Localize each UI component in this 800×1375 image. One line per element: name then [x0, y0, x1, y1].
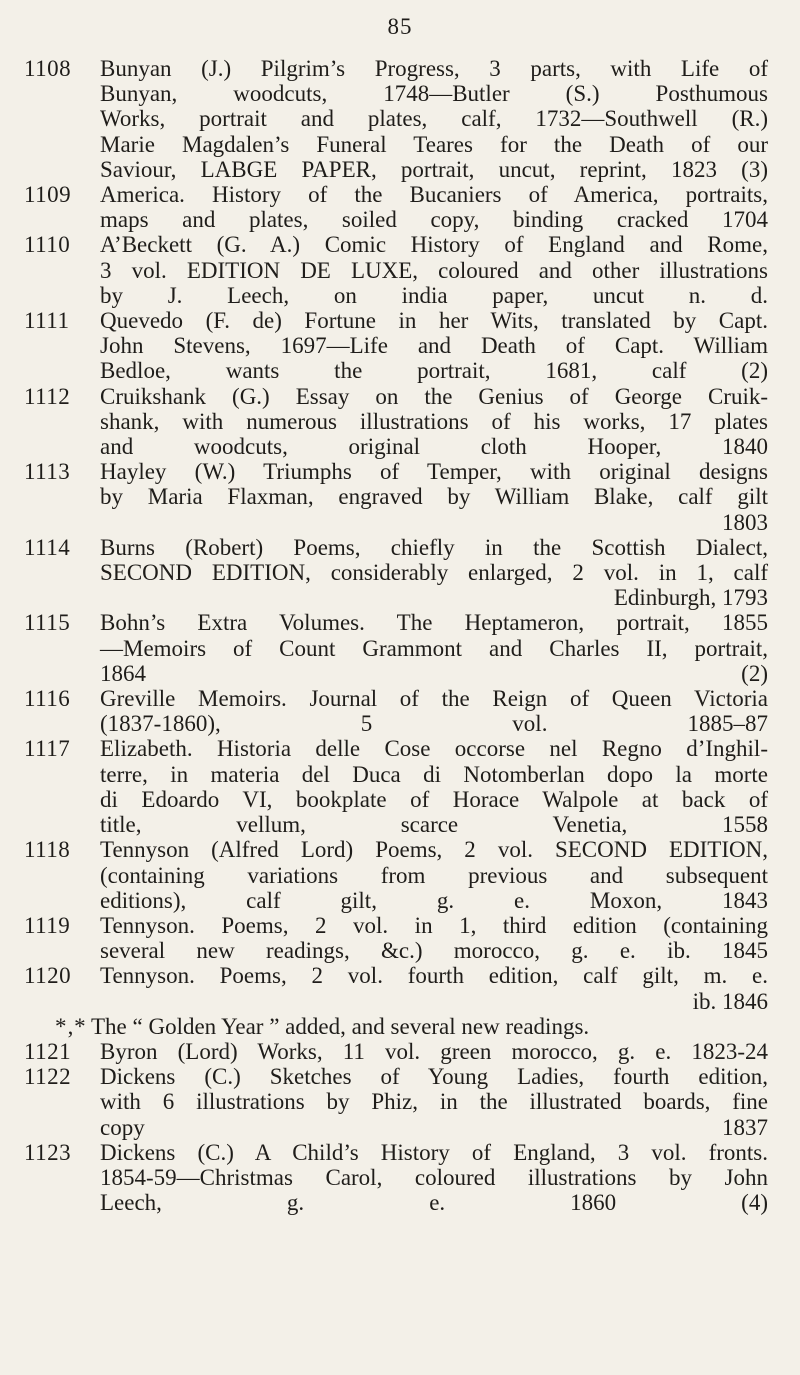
entry-line: Saviour, LABGE PAPER, portrait, uncut, reprint, 1823 (3): [100, 156, 768, 182]
lot-number: 1118: [24, 837, 71, 863]
entry-line: 1864 (2): [100, 660, 768, 686]
catalogue-entry: [0, 182, 800, 232]
lot-number: 1119: [24, 912, 71, 938]
entry-line: title, vellum, scarce Venetia, 1558: [100, 812, 768, 838]
catalogue-entry: [0, 913, 800, 963]
catalogue-entry: [0, 1039, 800, 1064]
entry-line: Bohn’s Extra Volumes. The Heptameron, portrait, 1855: [100, 610, 768, 636]
entry-line: (1837-1860), 5 vol. 1885–87: [100, 711, 768, 737]
catalogue-entry: [0, 1064, 800, 1140]
lot-number: 1121: [24, 1038, 72, 1064]
catalogue-entry: [0, 459, 800, 535]
catalogue-entry: [0, 610, 800, 686]
entry-line: with 6 illustrations by Phiz, in the illustrated boards, fine: [100, 1089, 768, 1115]
lot-number: 1123: [24, 1139, 72, 1165]
entry-line: Dickens (C.) Sketches of Young Ladies, fourth edition,: [100, 1064, 768, 1090]
catalogue-entry: [0, 837, 800, 913]
lot-number: 1111: [24, 308, 70, 334]
lot-number: 1109: [24, 182, 72, 208]
entry-line: Burns (Robert) Poems, chiefly in the Scottish Dialect,: [100, 534, 768, 560]
entry-line: di Edoardo VI, bookplate of Horace Walpole at back of: [100, 786, 768, 812]
catalogue-entry: [0, 535, 800, 611]
entry-line: shank, with numerous illustrations of his works, 17 plates: [100, 408, 768, 434]
editorial-note: *‚* The “ Golden Year ” added, and several new readings.: [55, 1013, 590, 1039]
entry-line: copy 1837: [100, 1114, 768, 1140]
catalogue-entry: [0, 232, 800, 308]
entry-line: Tennyson. Poems, 2 vol. fourth edition, calf gilt, m. e.: [100, 963, 768, 989]
entry-line: 1803: [722, 509, 768, 535]
catalogue-entry: [0, 384, 800, 460]
lot-number: 1112: [24, 383, 71, 409]
entry-line: by Maria Flaxman, engraved by William Blake, calf gilt: [100, 484, 768, 510]
entry-line: by J. Leech, on india paper, uncut n. d.: [100, 282, 768, 308]
entry-line: Bedloe, wants the portrait, 1681, calf (2): [100, 358, 768, 384]
lot-number: 1114: [24, 534, 71, 560]
catalogue-entry: [0, 686, 800, 736]
entry-list: [0, 56, 800, 1215]
entry-line: Quevedo (F. de) Fortune in her Wits, translated by Capt.: [100, 308, 768, 334]
entry-line: (containing variations from previous and subsequent: [100, 862, 768, 888]
catalogue-entry: [0, 56, 800, 182]
entry-line: SECOND EDITION, considerably enlarged, 2 vol. in 1, calf: [100, 560, 768, 586]
entry-line: John Stevens, 1697—Life and Death of Capt. William: [100, 333, 768, 359]
entry-line: 3 vol. EDITION DE LUXE, coloured and other illustrations: [100, 257, 768, 283]
entry-line: Works, portrait and plates, calf, 1732—Southwell (R.): [100, 106, 768, 132]
catalogue-entry: [0, 1140, 800, 1216]
entry-line: Bunyan, woodcuts, 1748—Butler (S.) Posthumous: [100, 81, 768, 107]
entry-line: Greville Memoirs. Journal of the Reign of Queen Victoria: [100, 686, 768, 712]
entry-line: ib. 1846: [692, 988, 768, 1014]
entry-line: Hayley (W.) Triumphs of Temper, with original designs: [100, 459, 768, 485]
lot-number: 1108: [24, 56, 72, 81]
lot-number: 1115: [24, 610, 71, 636]
entry-line: Bunyan (J.) Pilgrim’s Progress, 3 parts, with Life of: [100, 56, 768, 81]
entry-line: Leech, g. e. 1860 (4): [100, 1190, 768, 1216]
catalogue-entry: [0, 963, 800, 1013]
entry-line: and woodcuts, original cloth Hooper, 1840: [100, 434, 768, 460]
lot-number: 1117: [24, 736, 71, 762]
entry-line: editions), calf gilt, g. e. Moxon, 1843: [100, 887, 768, 913]
page-number: 85: [387, 14, 413, 39]
entry-line: Tennyson (Alfred Lord) Poems, 2 vol. SECOND EDITION,: [100, 837, 768, 863]
entry-line: Dickens (C.) A Child’s History of England, 3 vol. fronts.: [100, 1139, 768, 1165]
catalogue-entry: [0, 308, 800, 384]
lot-number: 1120: [24, 963, 72, 989]
lot-number: 1116: [24, 686, 71, 712]
entry-line: 1854-59—Christmas Carol, coloured illustrations by John: [100, 1164, 768, 1190]
entry-line: Elizabeth. Historia delle Cose occorse nel Regno d’Inghil-: [100, 736, 768, 762]
entry-line: Tennyson. Poems, 2 vol. in 1, third edition (containing: [100, 912, 768, 938]
entry-line: —Memoirs of Count Grammont and Charles II, portrait,: [100, 635, 768, 661]
lot-number: 1110: [24, 232, 71, 258]
entry-line: America. History of the Bucaniers of America, portraits,: [100, 182, 768, 208]
lot-number: 1122: [24, 1064, 72, 1090]
entry-line: A’Beckett (G. A.) Comic History of England and Rome,: [100, 232, 768, 258]
catalogue-entry: [0, 736, 800, 837]
lot-number: 1113: [24, 459, 71, 485]
entry-line: several new readings, &c.) morocco, g. e. ib. 1845: [100, 938, 768, 964]
entry-line: Byron (Lord) Works, 11 vol. green morocco, g. e. 1823-24: [100, 1038, 768, 1064]
entry-line: Cruikshank (G.) Essay on the Genius of George Cruik-: [100, 383, 768, 409]
entry-line: terre, in materia del Duca di Notomberlan dopo la morte: [100, 761, 768, 787]
entry-line: Edinburgh, 1793: [613, 585, 768, 611]
entry-line: Marie Magdalen’s Funeral Teares for the Death of our: [100, 131, 768, 157]
entry-line: maps and plates, soiled copy, binding cracked 1704: [100, 207, 768, 233]
